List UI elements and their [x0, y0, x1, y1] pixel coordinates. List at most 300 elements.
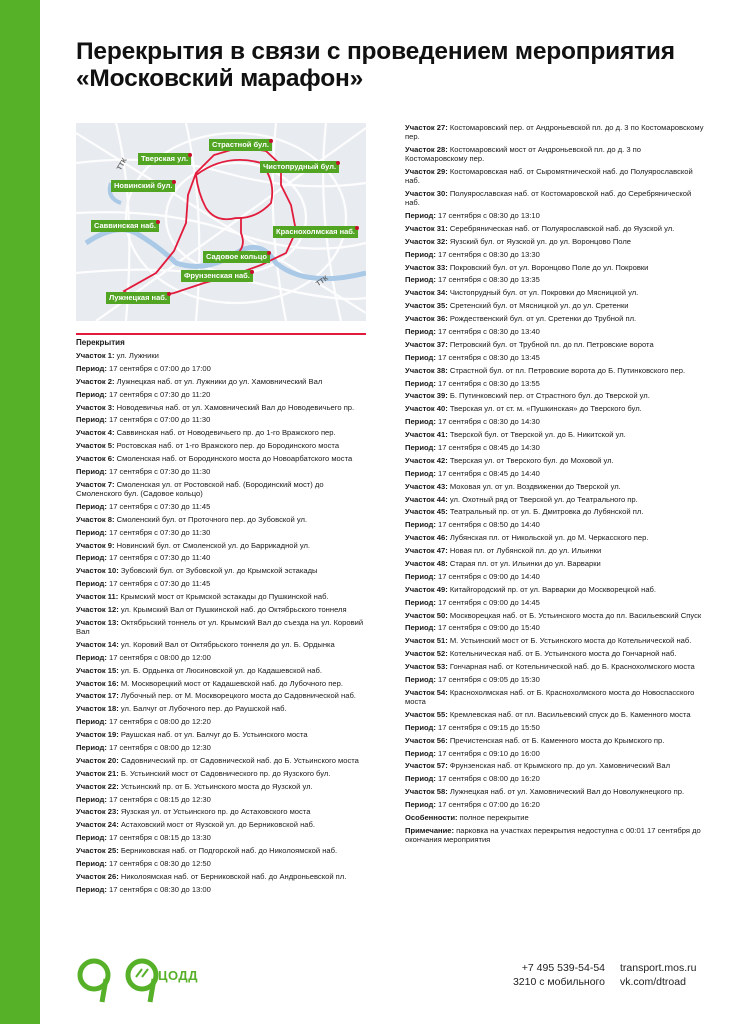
- closure-entry: [405, 314, 705, 323]
- entry-text: Москворецкая наб. от Б. Устьинского моста до пл. Васильевский Спуск: [447, 610, 702, 620]
- entry-text: ул. Крымский Вал от Пушкинской наб. до Октябрьского тоннеля: [118, 605, 347, 615]
- closure-entry: [405, 353, 705, 362]
- entry-label: Участок 23:: [76, 807, 119, 817]
- entry-label: Участок 36:: [405, 314, 448, 324]
- map-label-chistoprudny: Чистопрудный бул.: [260, 161, 339, 173]
- closure-entry: [76, 717, 371, 726]
- closure-entry: [405, 145, 705, 163]
- entry-text: Астаховский мост от Яузской ул. до Берниковской наб.: [118, 820, 315, 830]
- entry-text: Зубовский бул. от Зубовской ул. до Крымской эстакады: [118, 566, 318, 576]
- closure-entry: [405, 167, 705, 185]
- closure-entry: [405, 301, 705, 310]
- map-label-frunzenskaya: Фрунзенская наб.: [181, 270, 253, 282]
- entry-text: Котельническая наб. от Б. Устьинского моста до Гончарной наб.: [447, 649, 677, 659]
- entry-label: Участок 41:: [405, 430, 448, 440]
- entry-text: 17 сентября с 07:30 до 11:20: [106, 389, 211, 399]
- entry-text: Берниковская наб. от Подгорской наб. до Николоямской наб.: [118, 846, 338, 856]
- closure-entry: [76, 730, 371, 739]
- entry-text: Гончарная наб. от Котельнической наб. до Б. Краснохолмского моста: [447, 662, 695, 672]
- entry-label: Период:: [76, 363, 107, 373]
- entry-text: 17 сентября с 07:00 до 16:20: [435, 800, 540, 810]
- closure-entry: [405, 761, 705, 770]
- entry-text: Рождественский бул. от ул. Сретенки до Трубной пл.: [447, 314, 637, 324]
- closure-entry: [405, 636, 705, 645]
- entry-label: Участок 42:: [405, 455, 448, 465]
- closure-entry: [76, 653, 371, 662]
- entry-text: Лужнецкая наб. от ул. Хамовнический Вал до Новолужнецкого пр.: [447, 787, 685, 797]
- closure-entry: [405, 710, 705, 719]
- entry-label: Участок 54:: [405, 687, 448, 697]
- entry-text: Костомаровский пер. от Андроньевской пл. до д. 3 по Костомаровскому пер.: [405, 123, 704, 142]
- closure-entry: [76, 515, 371, 524]
- entry-label: Участок 47:: [405, 546, 448, 556]
- entry-label: Участок 45:: [405, 507, 448, 517]
- closure-entry: [76, 454, 371, 463]
- entry-text: Новая пл. от Лубянской пл. до ул. Ильинки: [447, 546, 602, 556]
- entry-text: Китайгородский пр. от ул. Варварки до Москворецкой наб.: [447, 584, 657, 594]
- entry-text: Краснохолмская наб. от Б. Краснохолмского моста до Новоспасского моста: [405, 687, 695, 706]
- entry-text: М. Устьинский мост от Б. Устьинского моста до Котельнической наб.: [447, 636, 692, 646]
- entry-label: Участок 29:: [405, 166, 448, 176]
- closure-entry: [405, 417, 705, 426]
- entry-label: Период:: [405, 378, 436, 388]
- entry-text: Моховая ул. от ул. Воздвиженки до Тверской ул.: [447, 481, 621, 491]
- map-label-luzhnetskaya: Лужнецкая наб.: [106, 292, 170, 304]
- entry-label: Участок 55:: [405, 709, 448, 719]
- entry-label: Период:: [405, 468, 436, 478]
- closure-entry: [76, 467, 371, 476]
- entry-label: Период:: [405, 571, 436, 581]
- closure-entry: [76, 403, 371, 412]
- entry-text: Новодевичья наб. от ул. Хамовнический Вал до Новодевичьего пр.: [114, 402, 355, 412]
- map-label-ttk-1: ТТК: [116, 157, 129, 172]
- closure-entry: [405, 611, 705, 620]
- entry-label: Участок 58:: [405, 787, 448, 797]
- entry-text: Тверская ул. от ст. м. «Пушкинская» до Тверского бул.: [447, 404, 642, 414]
- entry-text: 17 сентября с 08:00 до 12:30: [106, 743, 211, 753]
- closure-entry: [405, 585, 705, 594]
- entry-label: Период:: [76, 794, 107, 804]
- closure-entry: [76, 528, 371, 537]
- entry-text: Сретенский бул. от Мясницкой ул. до ул. Сретенки: [447, 301, 629, 311]
- entry-text: 17 сентября с 08:45 до 14:40: [435, 468, 540, 478]
- entry-label: Участок 19:: [76, 730, 119, 740]
- closure-entry: [405, 123, 705, 141]
- entry-text: Б. Путинковский пер. от Страстного бул. до Тверской ул.: [447, 391, 650, 401]
- closure-entry: [76, 592, 371, 601]
- closure-entry: [76, 553, 371, 562]
- entry-text: 17 сентября с 07:30 до 11:30: [106, 527, 211, 537]
- entry-label: Период:: [76, 579, 107, 589]
- entry-label: Участок 33:: [405, 262, 448, 272]
- entry-text: ул. Охотный ряд от Тверской ул. до Театрального пр.: [447, 494, 638, 504]
- entry-text: 17 сентября с 09:15 до 15:50: [435, 722, 540, 732]
- closure-entry: [76, 640, 371, 649]
- entry-label: Особенности:: [405, 813, 458, 822]
- closure-entry: [405, 723, 705, 732]
- closure-entry: [405, 675, 705, 684]
- entry-text: Серебряническая наб. от Полуярославской наб. до Яузской ул.: [447, 223, 675, 233]
- vk-link[interactable]: vk.com/dtroad: [620, 976, 686, 988]
- closure-entry: [405, 482, 705, 491]
- closure-entry: [405, 404, 705, 413]
- entry-label: Участок 8:: [76, 514, 115, 524]
- map-label-ttk-2: ТТК: [315, 274, 330, 289]
- entry-label: Участок 12:: [76, 605, 119, 615]
- entry-text: М. Москворецкий мост от Кадашевской наб. до Лубочного пер.: [118, 678, 343, 688]
- entry-label: Участок 1:: [76, 351, 115, 360]
- entry-label: Участок 49:: [405, 584, 448, 594]
- entry-label: Участок 56:: [405, 735, 448, 745]
- entry-text: 17 сентября с 07:30 до 11:40: [106, 553, 211, 563]
- entry-text: ул. Балчуг от Лубочного пер. до Раушской наб.: [118, 704, 287, 714]
- closure-entry: [76, 377, 371, 386]
- entry-label: Участок 48:: [405, 558, 448, 568]
- closure-entry: [76, 441, 371, 450]
- entry-label: Участок 46:: [405, 533, 448, 543]
- entry-text: Саввинская наб. от Новодевичьего пр. до 1-го Вражского пер.: [114, 428, 336, 438]
- entry-label: Период:: [76, 527, 107, 537]
- closure-entry: [405, 275, 705, 284]
- entry-label: Участок 3:: [76, 402, 115, 412]
- entry-text: 17 сентября с 08:30 до 13:00: [106, 884, 211, 894]
- entry-label: Период:: [76, 717, 107, 727]
- entry-text: 17 сентября с 07:00 до 11:30: [106, 415, 211, 425]
- entry-label: Участок 7:: [76, 479, 115, 489]
- entry-text: Страстной бул. от пл. Петровские ворота до Б. Путинковского пер.: [447, 365, 686, 375]
- entry-text: 17 сентября с 08:50 до 14:40: [435, 520, 540, 530]
- closure-entry: [405, 469, 705, 478]
- entry-text: Пречистенская наб. от Б. Каменного моста до Крымского пр.: [447, 735, 665, 745]
- closure-entry: [405, 774, 705, 783]
- closure-entry: [76, 769, 371, 778]
- closure-entry: [405, 662, 705, 671]
- entry-text: ул. Б. Ордынка от Люсиновской ул. до Кадашевской наб.: [118, 665, 322, 675]
- entry-text: 17 сентября с 08:30 до 13:10: [435, 210, 540, 220]
- title-line-1: Перекрытия в связи с проведением мероприятия: [76, 38, 675, 65]
- entry-label: Участок 31:: [405, 223, 448, 233]
- entry-text: 17 сентября с 08:30 до 13:30: [435, 249, 540, 259]
- entry-label: Участок 9:: [76, 540, 115, 550]
- entry-label: Период:: [76, 859, 107, 869]
- entry-text: Кремлевская наб. от пл. Васильевский спуск до Б. Каменного моста: [447, 709, 691, 719]
- entry-text: Полуярославская наб. от Костомаровской наб. до Серебрянической наб.: [405, 188, 692, 208]
- entry-label: Период:: [76, 553, 107, 563]
- entry-text: 17 сентября с 08:15 до 12:30: [106, 794, 211, 804]
- closure-entry: [76, 872, 371, 881]
- entry-text: Смоленский бул. от Проточного пер. до Зубовской ул.: [114, 514, 308, 524]
- map-label-novinsky: Новинский бул.: [111, 180, 175, 192]
- closure-entry: [76, 666, 371, 675]
- entry-label: Период:: [405, 623, 436, 633]
- entry-text: 17 сентября с 08:30 до 13:55: [435, 378, 540, 388]
- entry-text: 17 сентября с 08:00 до 12:20: [106, 717, 211, 727]
- entry-text: Раушская наб. от ул. Балчуг до Б. Устьинского моста: [118, 730, 308, 740]
- closure-entry: [76, 364, 371, 373]
- entry-label: Период:: [405, 210, 436, 220]
- closure-entry: [76, 691, 371, 700]
- closure-entry: [405, 598, 705, 607]
- closure-entry: [76, 415, 371, 424]
- entry-label: Участок 52:: [405, 649, 448, 659]
- entry-text: парковка на участках перекрытия недоступна с 00:01 17 сентября до окончания мероприятия: [405, 825, 701, 844]
- entry-label: Участок 27:: [405, 123, 448, 132]
- entry-label: Период:: [405, 722, 436, 732]
- entry-text: 17 сентября с 09:00 до 14:40: [435, 571, 540, 581]
- closure-entry: [405, 456, 705, 465]
- entry-label: Участок 53:: [405, 662, 448, 672]
- closure-entry: [76, 756, 371, 765]
- entry-label: Участок 22:: [76, 781, 119, 791]
- entry-text: полное перекрытие: [457, 813, 529, 822]
- entry-label: Участок 37:: [405, 339, 448, 349]
- closure-entry: [76, 541, 371, 550]
- closure-entry: [76, 390, 371, 399]
- entry-label: Период:: [76, 467, 107, 477]
- closure-entry: [405, 572, 705, 581]
- entry-text: Крымский мост от Крымской эстакады до Пушкинской наб.: [118, 592, 329, 602]
- entry-label: Примечание:: [405, 825, 455, 835]
- entry-label: Участок 32:: [405, 236, 448, 246]
- entry-text: 17 сентября с 07:30 до 11:45: [106, 501, 211, 511]
- entry-label: Период:: [405, 748, 436, 758]
- title-line-2: «Московский марафон»: [76, 65, 363, 92]
- closure-entry: [76, 846, 371, 855]
- closure-entry: [405, 520, 705, 529]
- entry-label: Участок 57:: [405, 761, 448, 771]
- entry-label: Участок 43:: [405, 481, 448, 491]
- entry-label: Период:: [405, 597, 436, 607]
- entry-text: Покровский бул. от ул. Воронцово Поле до ул. Покровки: [447, 262, 649, 272]
- entry-label: Участок 6:: [76, 454, 115, 464]
- entry-label: Участок 40:: [405, 404, 448, 414]
- page-title: [76, 38, 726, 92]
- closure-entry: [405, 495, 705, 504]
- entry-text: Тверская ул. от Тверского бул. до Моховой ул.: [447, 455, 614, 465]
- closure-entry: [76, 605, 371, 614]
- entry-label: Период:: [405, 774, 436, 784]
- entry-label: Период:: [76, 833, 107, 843]
- entry-text: Лубянская пл. от Никольской ул. до М. Черкасского пер.: [447, 533, 649, 543]
- entry-label: Участок 50:: [405, 610, 448, 620]
- entry-text: Новинский бул. от Смоленской ул. до Баррикадной ул.: [114, 540, 311, 550]
- closure-entry: [405, 623, 705, 632]
- entry-text: 17 сентября с 07:00 до 17:00: [106, 363, 211, 373]
- legend-label: Перекрытия: [76, 338, 125, 347]
- map-label-tverskaya: Тверская ул.: [138, 153, 191, 165]
- brand-side-bar: [0, 0, 40, 1024]
- entry-label: Период:: [76, 415, 107, 425]
- closure-entry: [405, 189, 705, 207]
- closure-entry: [76, 428, 371, 437]
- closure-entry: [405, 749, 705, 758]
- entry-label: Участок 21:: [76, 768, 119, 778]
- entry-text: 17 сентября с 07:30 до 11:30: [106, 467, 211, 477]
- closure-entry: [405, 211, 705, 220]
- entry-label: Участок 28:: [405, 144, 448, 154]
- entry-label: Период:: [76, 884, 107, 894]
- closure-entry: [405, 288, 705, 297]
- closure-entry: [405, 559, 705, 568]
- entry-text: Николоямская наб. от Берниковской наб. до Андроньевской пл.: [118, 871, 347, 881]
- closure-entry: [405, 263, 705, 272]
- entry-text: Чистопрудный бул. от ул. Покровки до Мясницкой ул.: [447, 288, 639, 298]
- route-map: [76, 123, 366, 321]
- entry-text: Петровский бул. от Трубной пл. до пл. Петровские ворота: [447, 339, 654, 349]
- entry-text: ул. Коровий Вал от Октябрьского тоннеля до ул. Б. Ордынка: [118, 639, 335, 649]
- entry-text: 17 сентября с 09:00 до 14:45: [435, 597, 540, 607]
- closure-entry: [76, 351, 371, 360]
- entry-text: Костомаровская наб. от Сыромятнической наб. до Полуярославской наб.: [405, 166, 693, 186]
- phone-number[interactable]: +7 495 539-54-54: [521, 962, 605, 974]
- entry-label: Участок 10:: [76, 566, 119, 576]
- entry-text: Костомаровский мост от Андроньевской пл. до д. 3 по Костомаровскому пер.: [405, 144, 642, 164]
- entry-label: Участок 38:: [405, 365, 448, 375]
- entry-label: Участок 26:: [76, 871, 119, 881]
- entry-label: Участок 16:: [76, 678, 119, 688]
- entry-label: Участок 35:: [405, 301, 448, 311]
- entry-label: Участок 20:: [76, 755, 119, 765]
- closure-entry: [405, 546, 705, 555]
- entry-label: Участок 34:: [405, 288, 448, 298]
- closure-entry: [405, 379, 705, 388]
- entry-text: Фрунзенская наб. от Крымского пр. до ул. Хамовнический Вал: [447, 761, 671, 771]
- entry-text: Лужнецкая наб. от ул. Лужники до ул. Хамовнический Вал: [114, 376, 323, 386]
- closure-entry: [76, 833, 371, 842]
- entry-text: 17 сентября с 08:15 до 13:30: [106, 833, 211, 843]
- entry-text: 17 сентября с 09:05 до 15:30: [435, 675, 540, 684]
- contacts-phone-block: [505, 961, 605, 989]
- entry-text: 17 сентября с 08:30 до 13:45: [435, 352, 540, 362]
- closure-entry: [76, 579, 371, 588]
- entry-label: Участок 18:: [76, 704, 119, 714]
- entry-text: 17 сентября с 08:30 до 12:50: [106, 859, 211, 869]
- closure-entry: [76, 820, 371, 829]
- entry-label: Период:: [76, 743, 107, 753]
- entry-text: 17 сентября с 09:10 до 16:00: [435, 748, 540, 758]
- entry-text: Яузская ул. от Устьинского пр. до Астаховского моста: [118, 807, 311, 817]
- entry-label: Период:: [76, 652, 107, 662]
- entry-text: Садовнический пр. от Садовнической наб. до Б. Устьинского моста: [118, 755, 359, 765]
- closure-entry: [76, 885, 371, 894]
- entry-label: Участок 24:: [76, 820, 119, 830]
- entry-text: 17 сентября с 09:00 до 15:40: [435, 623, 540, 633]
- closure-entry: [405, 391, 705, 400]
- closure-entry: [405, 250, 705, 259]
- entry-text: Ростовская наб. от 1-го Вражского пер. до Бородинского моста: [114, 441, 340, 451]
- mobile-number: 3210 с мобильного: [512, 976, 605, 988]
- entry-label: Участок 15:: [76, 665, 119, 675]
- entry-text: 17 сентября с 07:30 до 11:45: [106, 579, 211, 589]
- entry-label: Период:: [405, 352, 436, 362]
- entry-label: Участок 25:: [76, 846, 119, 856]
- closure-entry: [76, 502, 371, 511]
- closure-entry: [405, 649, 705, 658]
- entry-text: Смоленская наб. от Бородинского моста до Новоарбатского моста: [114, 454, 353, 464]
- entry-text: 17 сентября с 08:30 до 13:40: [435, 326, 540, 336]
- closure-entry: [405, 327, 705, 336]
- entry-label: Период:: [405, 442, 436, 452]
- entry-text: 17 сентября с 08:00 до 16:20: [435, 774, 540, 784]
- entry-label: Участок 14:: [76, 639, 119, 649]
- entry-label: Участок 51:: [405, 636, 448, 646]
- entry-label: Период:: [405, 520, 436, 530]
- closure-entry: [76, 807, 371, 816]
- entry-text: Яузский бул. от Яузской ул. до ул. Воронцово Поле: [447, 236, 631, 246]
- closure-entry: [405, 736, 705, 745]
- closure-entry: [405, 224, 705, 233]
- entry-text: Лубочный пер. от М. Москворецкого моста до Садовнической наб.: [118, 691, 356, 701]
- entry-label: Участок 17:: [76, 691, 119, 701]
- closure-entry: [76, 743, 371, 752]
- entry-text: 17 сентября с 08:30 до 13:35: [435, 275, 540, 285]
- entry-text: Б. Устьинский мост от Садовнического пр. до Яузского бул.: [118, 768, 331, 778]
- codd-wordmark: ЦОДД: [158, 968, 198, 983]
- closure-entry: [405, 813, 705, 822]
- entry-label: Участок 13:: [76, 617, 119, 627]
- closure-entry: [405, 787, 705, 796]
- entry-label: Период:: [405, 326, 436, 336]
- closure-entry: [405, 533, 705, 542]
- closure-entry: [76, 566, 371, 575]
- closure-entry: [76, 859, 371, 868]
- entry-label: Период:: [405, 249, 436, 259]
- entry-label: Период:: [76, 501, 107, 511]
- closure-entry: [405, 507, 705, 516]
- closure-entry: [405, 826, 705, 844]
- entry-text: Тверской бул. от Тверской ул. до Б. Никитской ул.: [447, 430, 626, 440]
- entry-text: ул. Лужники: [114, 351, 159, 360]
- legend-line: [76, 333, 366, 335]
- entry-label: Участок 39:: [405, 391, 448, 401]
- entry-text: Старая пл. от ул. Ильинки до ул. Варварки: [447, 558, 601, 568]
- entry-label: Участок 30:: [405, 188, 448, 198]
- entry-label: Участок 44:: [405, 494, 448, 504]
- map-label-savvinskaya: Саввинская наб.: [91, 220, 159, 232]
- entry-text: Устьинский пр. от Б. Устьинского моста до Яузской ул.: [118, 781, 313, 791]
- entry-label: Период:: [405, 800, 436, 810]
- closure-entry: [405, 800, 705, 809]
- closures-list-right: [405, 123, 705, 848]
- map-label-sadovoe: Садовое кольцо: [203, 251, 270, 263]
- closure-entry: [405, 688, 705, 706]
- entry-label: Период:: [76, 389, 107, 399]
- entry-text: Октябрьский тоннель от ул. Крымский Вал до съезда на ул. Коровий Вал: [76, 617, 364, 636]
- entry-label: Период:: [405, 417, 436, 427]
- entry-text: 17 сентября с 08:00 до 12:00: [106, 652, 211, 662]
- entry-text: 17 сентября с 08:45 до 14:30: [435, 442, 540, 452]
- map-label-krasnokholmskaya: Краснохолмская наб.: [273, 226, 358, 238]
- closure-entry: [76, 704, 371, 713]
- closure-entry: [405, 443, 705, 452]
- closures-list-left: [76, 351, 371, 898]
- entry-text: Смоленская ул. от Ростовской наб. (Бородинский мост) до Смоленского бул. (Садовое кольцо): [76, 479, 324, 498]
- entry-label: Период:: [405, 675, 436, 684]
- entry-label: Период:: [405, 275, 436, 285]
- website-link[interactable]: transport.mos.ru: [620, 962, 697, 974]
- entry-text: Театральный пр. от ул. Б. Дмитровка до Лубянской пл.: [447, 507, 644, 517]
- closure-entry: [76, 480, 371, 498]
- entry-text: 17 сентября с 08:30 до 14:30: [435, 417, 540, 427]
- entry-label: Участок 4:: [76, 428, 115, 438]
- closure-entry: [405, 366, 705, 375]
- closure-entry: [76, 618, 371, 636]
- closure-entry: [405, 340, 705, 349]
- closure-entry: [405, 237, 705, 246]
- closure-entry: [405, 430, 705, 439]
- contacts-web-block: [620, 961, 730, 989]
- entry-label: Участок 2:: [76, 376, 115, 386]
